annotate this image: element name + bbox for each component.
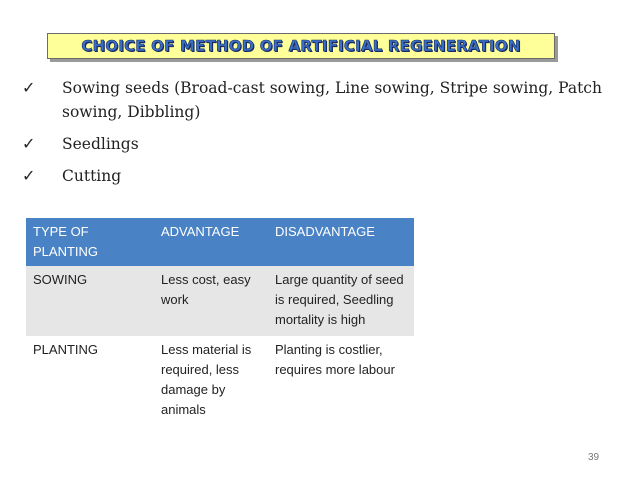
slide-title-box [47,33,555,59]
bullet-item [22,164,622,188]
table-row [26,336,414,426]
table-cell: SOWING [26,266,154,336]
bullet-text: Cutting [62,167,122,185]
slide-title: CHOICE OF METHOD OF ARTIFICIAL REGENERATION [81,37,521,55]
header-advantage: ADVANTAGE [154,218,268,266]
check-icon: ✓ [22,166,36,185]
table-cell: Large quantity of seed is required, Seedling mortality is high [268,266,414,336]
table-cell: Less cost, easy work [154,266,268,336]
table-cell: Planting is costlier, requires more labour [268,336,414,426]
table-cell: PLANTING [26,336,154,426]
check-icon: ✓ [22,134,36,153]
bullet-text: Sowing seeds (Broad-cast sowing, Line sowing, Stripe sowing, Patch sowing, Dibbling) [62,79,602,121]
bullet-item [22,76,622,124]
check-icon: ✓ [22,78,36,97]
header-type-of-planting: TYPE OF PLANTING [26,218,154,266]
bullet-list [22,76,622,196]
table-cell: Less material is required, less damage by animals [154,336,268,426]
bullet-item [22,132,622,156]
page-number: 39 [588,452,600,463]
table-header-row [26,218,414,266]
bullet-text: Seedlings [62,135,139,153]
planting-table [26,218,414,426]
header-disadvantage: DISADVANTAGE [268,218,414,266]
table-row [26,266,414,336]
